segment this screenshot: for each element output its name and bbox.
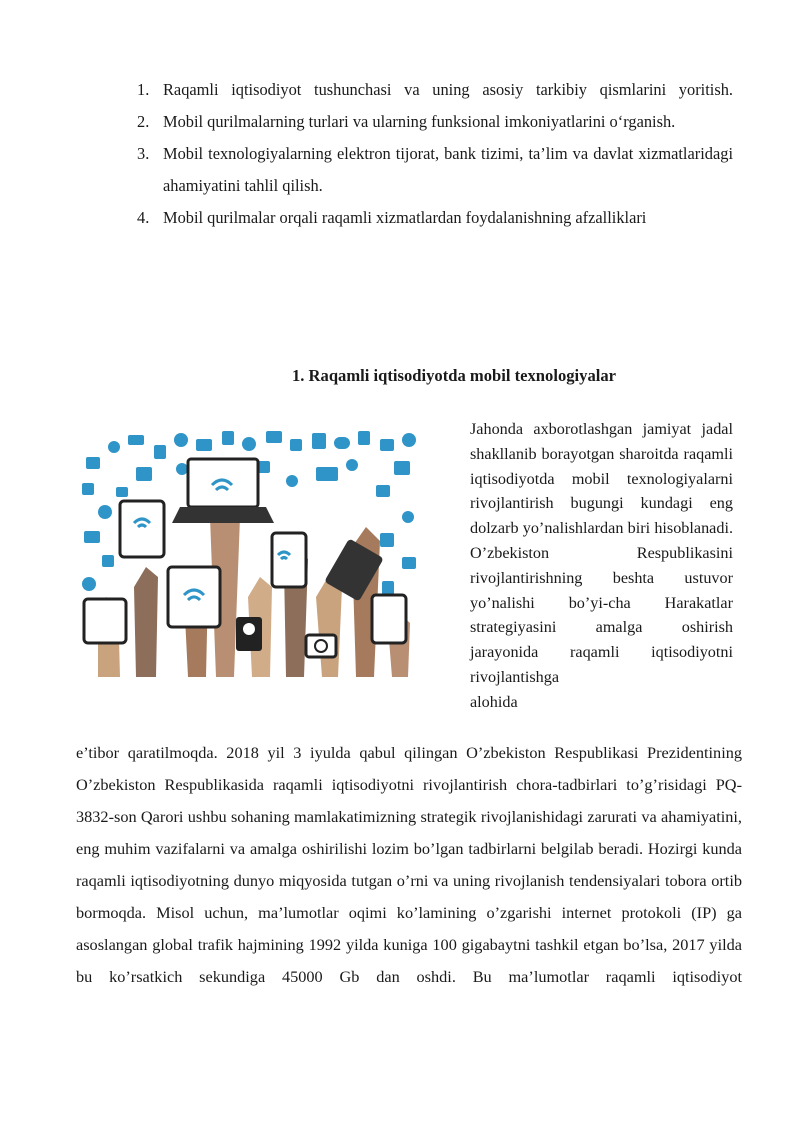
list-text: Mobil qurilmalarning turlari va ularning funksional imkoniyatlarini oʻrganish. bbox=[163, 112, 676, 131]
section-heading: 1. Raqamli iqtisodiyotda mobil texnologiyalar bbox=[291, 366, 617, 385]
list-text: Mobil texnologiyalarning elektron tijorat, bank tizimi, ta’lim va davlat xizmatlaridagi ahamiyatini tahlil qilish. bbox=[163, 144, 733, 195]
list-item bbox=[137, 202, 733, 234]
body-paragraph: e’tibor qaratilmoqda. 2018 yil 3 iyulda qabul qilingan O’zbekiston Respublikasi Prezidentining O’zbekiston Respublikasida raqamli iqtisodiyotni rivojlantirish chora-tadbirlari to’g’risidagi PQ-3832-son Qarori ushbu sohaning mamlakatimizning strategik rivojlanishidagi zarurati va ahamiyatini, eng muhim vazifalarni va amalga oshirilishi lozim bo’lgan tadbirlarni belgilab beradi. Hozirgi kunda raqamli iqtisodiyotning dunyo miqyosida tutgan o’rni va uning rivojlanish tendensiyalari tobora ortib bormoqda. Misol uchun, ma’lumotlar oqimi ko’lamining o’zgarishi internet protokoli (IP) ga asoslangan global trafik hajmining 1992 yilda kuniga 100 gigabaytni tashkil etgan bo’lsa, 2017 yilda bu ko’rsatkich sekundiga 45000 Gb dan oshdi. Bu ma’lumotlar raqamli iqtisodiyot bbox=[76, 743, 742, 986]
list-item bbox=[137, 106, 733, 138]
list-number: 2. bbox=[137, 112, 150, 131]
list-text: Raqamli iqtisodiyot tushunchasi va uning asosiy tarkibiy qismlarini yoritish. bbox=[163, 80, 733, 99]
mobile-technology-illustration bbox=[76, 427, 426, 677]
list-text: Mobil qurilmalar orqali raqamli xizmatlardan foydalanishning afzalliklari bbox=[163, 208, 647, 227]
list-number: 1. bbox=[137, 80, 150, 99]
list-item bbox=[137, 74, 733, 106]
side-paragraph-text: Jahonda axborotlashgan jamiyat jadal shakllanib borayotgan sharoitda raqamli iqtisodiyotda mobil texnologiyalarni rivojlantirish bugungi kundagi eng dolzarb yo’nalishlardan biri hisoblanadi. O’zbekiston Respublikasini rivojlantirishning beshta ustuvor yo’nalishi bo’yi-cha Harakatlar strategiyasini amalga oshirish jarayonida raqamli iqtisodiyotni rivojlantishga bbox=[470, 420, 733, 686]
list-number: 4. bbox=[137, 208, 150, 227]
list-item bbox=[137, 138, 733, 202]
side-paragraph bbox=[470, 417, 733, 715]
objectives-list bbox=[137, 74, 733, 234]
side-paragraph-last-word: alohida bbox=[470, 692, 518, 711]
list-number: 3. bbox=[137, 144, 150, 163]
